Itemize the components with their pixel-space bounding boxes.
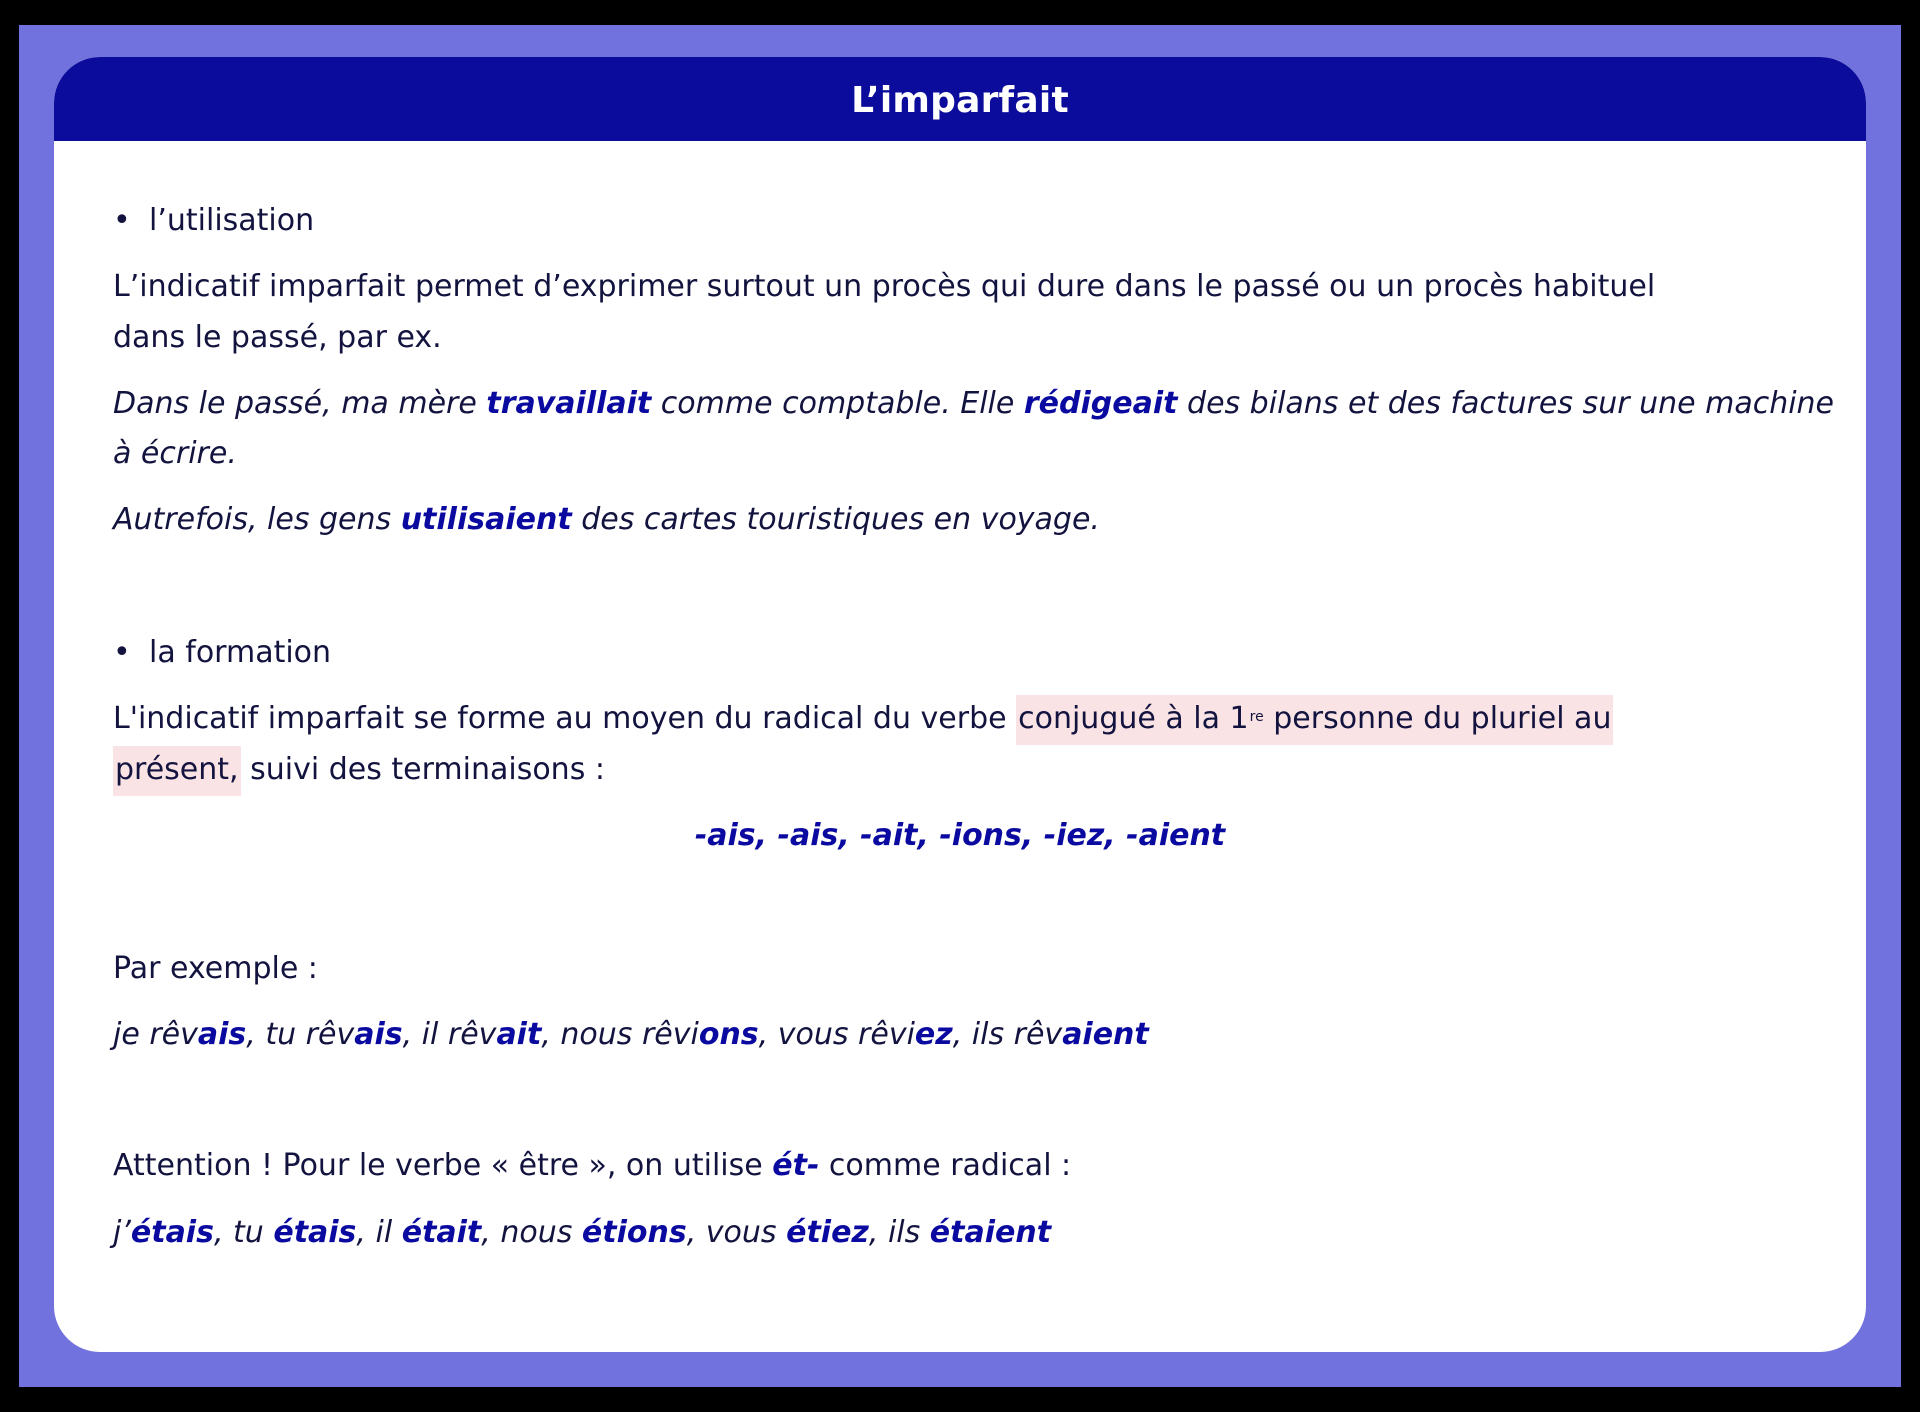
example-sentence-2 [113,500,1100,540]
pronoun: nous [500,1215,582,1250]
conj-ending: ait [496,1017,542,1052]
verb-form: étais [130,1215,214,1250]
heading-text: l’utilisation [149,203,315,238]
highlight-text: conjugué à la 1 [1018,701,1249,736]
separator: , [868,1215,888,1250]
highlight-text: personne du pluriel au [1263,701,1612,736]
separator: , [541,1017,561,1052]
conj-ending: ons [698,1017,759,1052]
conj-stem: nous rêvi [560,1017,699,1052]
verb-form: étiez [786,1215,869,1250]
pronoun: vous [705,1215,787,1250]
ordinal-suffix: re [1249,709,1264,725]
separator: , [758,1017,778,1052]
pronoun: il [375,1215,402,1250]
card-header [54,57,1866,141]
section-heading-formation [113,633,331,673]
example-text: des cartes touristiques en voyage. [571,502,1100,537]
definition-line-1: L’indicatif imparfait permet d’exprimer surtout un procès qui dure dans le passé ou un procès habituel [113,269,1656,304]
separator: , [952,1017,972,1052]
attention-text: comme radical : [819,1148,1072,1183]
pronoun: ils [887,1215,930,1250]
pronoun: j’ [113,1215,131,1250]
conj-stem: vous rêvi [777,1017,915,1052]
attention-note [113,1146,1071,1186]
conj-ending: ais [354,1017,403,1052]
example-text: Autrefois, les gens [113,502,401,537]
rule-text: suivi des terminaisons : [240,752,605,787]
verb-highlight: utilisaient [400,502,572,537]
separator: , [402,1017,422,1052]
pronoun: tu [233,1215,274,1250]
separator: , [246,1017,266,1052]
example-text: Dans le passé, ma mère [113,386,487,421]
verb-form: étaient [929,1215,1052,1250]
conj-ending: aient [1062,1017,1149,1052]
stem-highlight: ét- [772,1148,820,1183]
verb-form: était [401,1215,482,1250]
conj-ending: ez [914,1017,953,1052]
conj-stem: tu rêv [265,1017,355,1052]
bullet-icon: • [113,203,131,238]
highlighted-rule: présent, [113,746,241,796]
example-label: Par exemple : [113,951,318,986]
conj-stem: ils rêv [971,1017,1063,1052]
verb-highlight: travaillait [486,386,652,421]
separator: , [686,1215,706,1250]
endings-list: -ais, -ais, -ait, -ions, -iez, -aient [694,818,1226,853]
attention-text: Attention ! Pour le verbe « être », on utilise [113,1148,773,1183]
lesson-card [54,57,1866,1352]
conjugation-rever [113,1015,1149,1055]
conj-stem: il rêv [421,1017,497,1052]
verb-highlight: rédigeait [1023,386,1178,421]
example-sentence-1-cont: à écrire. [113,436,237,471]
definition-line-2: dans le passé, par ex. [113,320,442,355]
example-sentence-1 [113,384,1834,424]
conjugation-etre [113,1213,1051,1253]
rule-line-1 [113,699,1613,739]
highlighted-rule [1016,695,1613,745]
conj-stem: je rêv [113,1017,198,1052]
conj-ending: ais [197,1017,247,1052]
example-text: comme comptable. Elle [651,386,1024,421]
separator: , [213,1215,234,1250]
separator: , [356,1215,376,1250]
bullet-icon: • [113,635,131,670]
verb-form: étions [581,1215,687,1250]
section-heading-utilisation [113,201,314,241]
page-title: L’imparfait [851,79,1069,121]
separator: , [481,1215,501,1250]
rule-text: L'indicatif imparfait se forme au moyen du radical du verbe [113,701,1017,736]
example-text: des bilans et des factures sur une machine [1177,386,1835,421]
verb-form: étais [273,1215,357,1250]
heading-text: la formation [149,635,332,670]
rule-line-2 [113,750,605,790]
